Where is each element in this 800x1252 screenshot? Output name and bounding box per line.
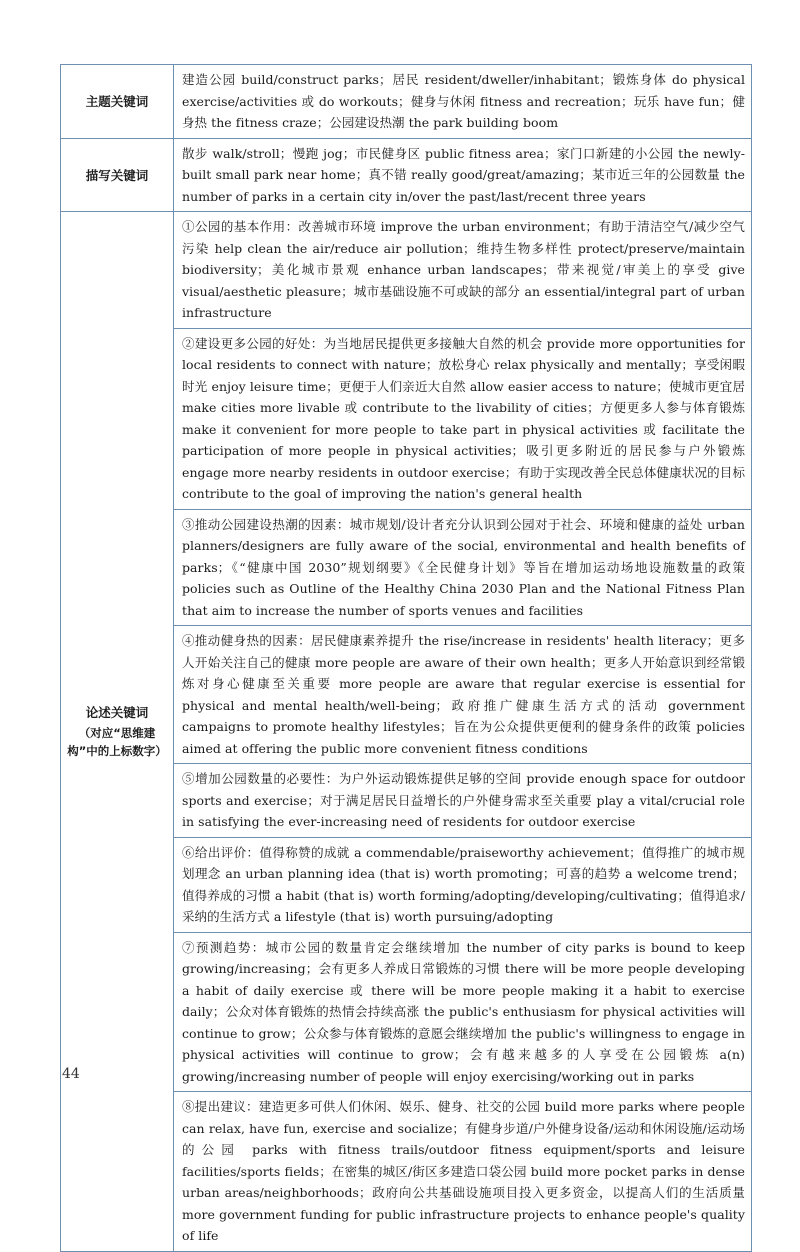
- argument-item-2: ②建设更多公园的好处：为当地居民提供更多接触大自然的机会 provide more opportunities for local residents to connect with nature；放松身心 relax physically and mentally；享受闲暇时光 enjoy leisure time；更便于人们亲近大自然 allow easier access to nature；使城市更宜居 make cities more livable 或 contribute to the livability of cities；方便更多人参与体育锻炼 make it convenient for more people to take part in physical activities 或 facilitate the participation of more people in physical activities；吸引更多附近的居民参与户外锻炼 engage more nearby residents in outdoor exercise；有助于实现改善全民总体健康状况的目标 contribute to the goal of improving the nation's general health: [174, 328, 752, 509]
- table-row: [61, 138, 752, 212]
- row-content-description: 散步 walk/stroll；慢跑 jog；市民健身区 public fitness area；家门口新建的小公园 the newly-built small park near home；真不错 really good/great/amazing；某市近三年的公园数量 the number of parks in a certain city in/over the past/last/recent three years: [174, 138, 752, 212]
- row-label-description: 描写关键词: [61, 138, 174, 212]
- keyword-table: [60, 64, 752, 1252]
- argument-item-6: ⑥给出评价：值得称赞的成就 a commendable/praiseworthy achievement；值得推广的城市规划理念 an urban planning idea (that is) worth promoting；可喜的趋势 a welcome trend；值得养成的习惯 a habit (that is) worth forming/adopting/developing/cultivating；值得追求/采纳的生活方式 a lifestyle (that is) worth pursuing/adopting: [174, 837, 752, 932]
- argument-item-4: ④推动健身热的因素：居民健康素养提升 the rise/increase in residents' health literacy；更多人开始关注自己的健康 more people are aware of their own health；更多人开始意识到经常锻炼对身心健康至关重要 more people are aware that regular exercise is essential for physical and mental health/well-being；政府推广健康生活方式的活动 government campaigns to promote healthy lifestyles；旨在为公众提供更便利的健身条件的政策 policies aimed at offering the public more convenient fitness conditions: [174, 626, 752, 764]
- row-label-theme: 主题关键词: [61, 65, 174, 139]
- argument-item-1: ①公园的基本作用：改善城市环境 improve the urban environment；有助于清洁空气/减少空气污染 help clean the air/reduce air pollution；维持生物多样性 protect/preserve/maintain biodiversity；美化城市景观 enhance urban landscapes；带来视觉/审美上的享受 give visual/aesthetic pleasure；城市基础设施不可或缺的部分 an essential/integral part of urban infrastructure: [174, 212, 752, 329]
- argument-item-5: ⑤增加公园数量的必要性：为户外运动锻炼提供足够的空间 provide enough space for outdoor sports and exercise；对于满足居民日益增长的户外健身需求至关重要 play a vital/crucial role in satisfying the ever-increasing need of residents for outdoor exercise: [174, 764, 752, 838]
- argument-item-3: ③推动公园建设热潮的因素：城市规划/设计者充分认识到公园对于社会、环境和健康的益处 urban planners/designers are fully aware of the social, environmental and health benefits of parks；《“健康中国 2030”规划纲要》《全民健身计划》等旨在增加运动场地设施数量的政策 policies such as Outline of the Healthy China 2030 Plan and the National Fitness Plan that aim to increase the number of sports venues and facilities: [174, 509, 752, 626]
- table-row: [61, 65, 752, 139]
- row-content-theme: 建造公园 build/construct parks；居民 resident/dweller/inhabitant；锻炼身体 do physical exercise/activities 或 do workouts；健身与休闲 fitness and recreation；玩乐 have fun；健身热 the fitness craze；公园建设热潮 the park building boom: [174, 65, 752, 139]
- row-label-argument: [61, 212, 174, 1252]
- argument-label: 论述关键词: [85, 704, 149, 720]
- argument-item-7: ⑦预测趋势：城市公园的数量肯定会继续增加 the number of city parks is bound to keep growing/increasing；会有更多人养成日常锻炼的习惯 there will be more people developing a habit of daily exercise 或 there will be more people making it a habit to exercise daily；公众对体育锻炼的热情会持续高涨 the public's enthusiasm for physical activities will continue to grow；公众参与体育锻炼的意愿会继续增加 the public's willingness to engage in physical activities will continue to grow；会有越来越多的人享受在公园锻炼 a(n) growing/increasing number of people will enjoy exercising/working out in parks: [174, 932, 752, 1092]
- argument-item-8: ⑧提出建议：建造更多可供人们休闲、娱乐、健身、社交的公园 build more parks where people can relax, have fun, exercise and socialize；有健身步道/户外健身设备/运动和休闲设施/运动场的公园 parks with fitness trails/outdoor fitness equipment/sports and leisure facilities/sports fields；在密集的城区/街区多建造口袋公园 build more pocket parks in dense urban areas/neighborhoods；政府向公共基础设施项目投入更多资金，以提高人们的生活质量 more government funding for public infrastructure projects to enhance people's quality of life: [174, 1092, 752, 1252]
- vocabulary-page: [60, 64, 752, 1252]
- argument-sublabel: （对应“思维建构”中的上标数字）: [67, 725, 167, 758]
- page-number: 44: [62, 1066, 80, 1082]
- table-row: [61, 212, 752, 329]
